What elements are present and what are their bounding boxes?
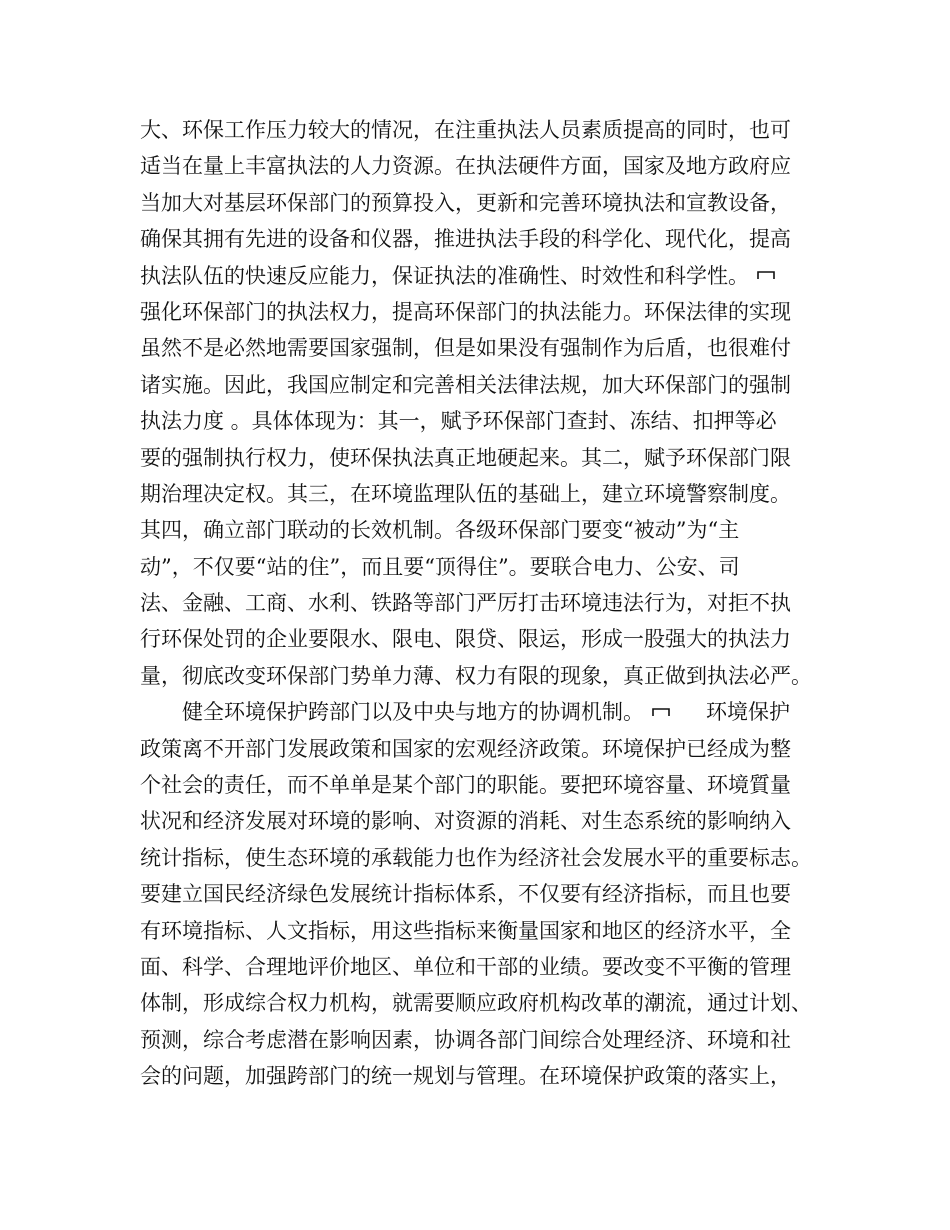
text-line: 法、金融、工商、水利、铁路等部门严厉打击环境违法行为，对拒不执 [140,591,791,616]
text-line: 要的强制执行权力，使环保执法真正地硬起来。其二，赋予环保部门限 [140,445,791,470]
text-line: 动”，不仅要“站的住”，而且要“顶得住”。要联合电力、公安、司 [140,554,740,579]
text-line [140,694,830,730]
text-line: 个社会的责任，而不单单是某个部门的职能。要把环境容量、环境質量 [140,773,791,798]
text-line: 大、环保工作压力较大的情况，在注重执法人员素质提高的同时，也可 [140,118,791,142]
text-line [140,258,830,294]
text-line-content: 环境保护 [706,700,790,725]
text-line: 当加大对基层环保部门的预算投入，更新和完善环境执法和宣教设备， [140,190,791,215]
text-line: 统计指标，使生态环境的承载能力也作为经济社会发展水平的重要标志。 [140,845,812,870]
text-line: 虽然不是必然地需要国家强制，但是如果没有强制作为后盾，也很难付 [140,336,791,361]
line-break-mark-icon [652,707,670,717]
text-line: 期治理决定权。其三，在环境监理队伍的基础上，建立环境警察制度。 [140,481,791,506]
line-break-mark-icon [757,270,775,280]
text-line: 体制，形成综合权力机构，就需要顺应政府机构改革的潮流，通过计划、 [140,991,812,1016]
text-line-content: 执法队伍的快速反应能力，保证执法的准确性、时效性和科学性。 [140,263,749,288]
text-line: 有环境指标、人文指标，用这些指标来衡量国家和地区的经济水平，全 [140,918,791,943]
text-line: 政策离不开部门发展政策和国家的宏观经济政策。环境保护已经成为整 [140,736,791,761]
text-line: 诸实施。因此，我国应制定和完善相关法律法规，加大环保部门的强制 [140,372,791,397]
text-line: 强化环保部门的执法权力，提高环保部门的执法能力。环保法律的实现 [140,299,791,324]
text-line: 预测，综合考虑潜在影响因素，协调各部门间综合处理经济、环境和社 [140,1027,791,1052]
text-line-content: 健全环境保护跨部门以及中央与地方的协调机制。 [182,700,644,725]
text-line: 量，彻底改变环保部门势单力薄、权力有限的现象，真正做到执法必严。 [140,663,812,688]
text-line: 执法力度 。具体体现为：其一，赋予环保部门查封、冻结、扣押等必 [140,409,777,434]
text-line: 适当在量上丰富执法的人力资源。在执法硬件方面，国家及地方政府应 [140,154,791,179]
text-line: 状况和经济发展对环境的影响、对资源的消耗、对生态系统的影响纳入 [140,809,791,834]
text-line: 面、科学、合理地评价地区、单位和干部的业绩。要改变不平衡的管理 [140,954,791,979]
text-line: 行环保处罚的企业要限水、限电、限贷、限运，形成一股强大的执法力 [140,627,791,652]
text-line: 其四，确立部门联动的长效机制。各级环保部门要变“被动”为“主 [140,518,740,543]
document-body [140,112,830,1095]
text-line: 确保其拥有先进的设备和仪器，推进执法手段的科学化、现代化，提高 [140,227,791,252]
text-line: 会的问题，加强跨部门的统一规划与管理。在环境保护政策的落实上， [140,1064,791,1089]
text-line: 要建立国民经济绿色发展统计指标体系，不仅要有经济指标，而且也要 [140,882,791,907]
